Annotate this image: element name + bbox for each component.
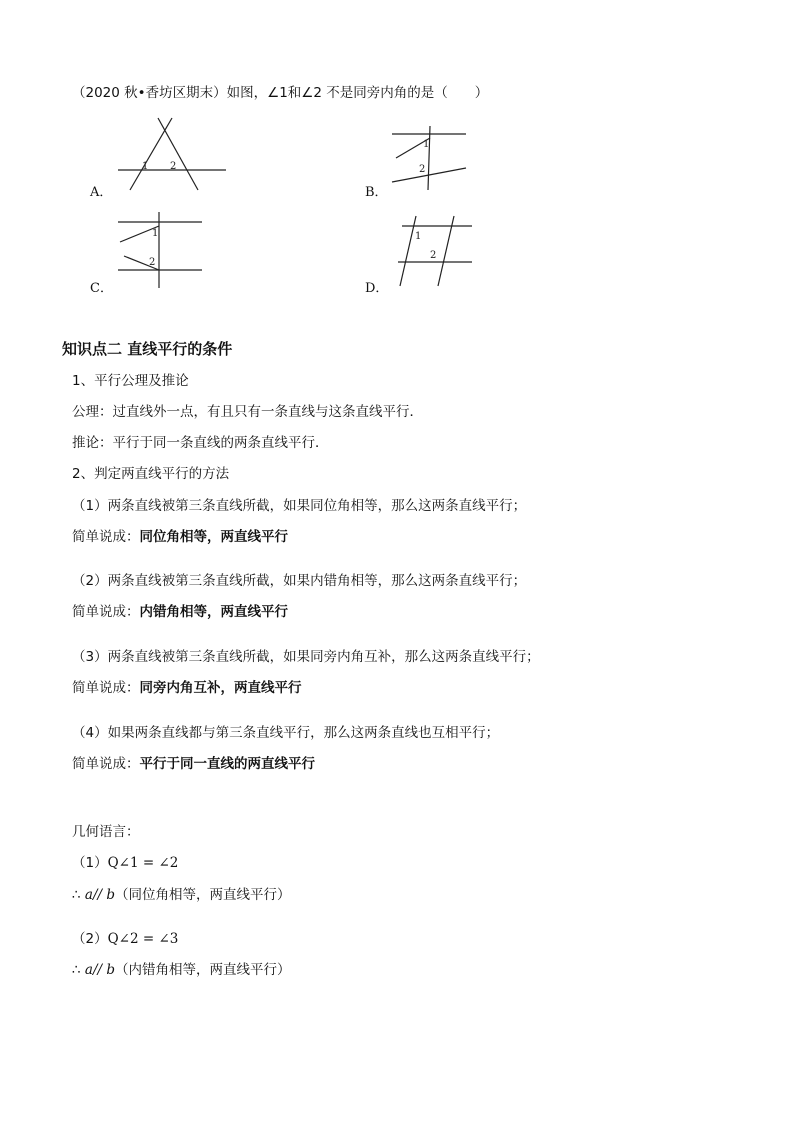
method-4-short bbox=[72, 755, 315, 773]
geometry-item-1-conclusion bbox=[72, 886, 291, 904]
option-b-label: B． bbox=[365, 185, 388, 200]
method-1-text: （1）两条直线被第三条直线所截，如果同位角相等，那么这两条直线平行； bbox=[72, 498, 527, 514]
geometry-item-2-a: a bbox=[84, 962, 93, 978]
option-a-figure bbox=[112, 116, 232, 196]
method-3-short bbox=[72, 679, 302, 697]
option-c-angle-2: 2 bbox=[149, 257, 156, 268]
section-title: 知识点二 直线平行的条件 bbox=[62, 340, 233, 358]
method-2-short bbox=[72, 603, 288, 621]
geometry-item-1-parallel: // bbox=[92, 887, 103, 903]
axiom-text: 公理：过直线外一点，有且只有一条直线与这条直线平行． bbox=[72, 404, 423, 420]
geometry-item-2-premise bbox=[72, 930, 178, 948]
method-1-short bbox=[72, 528, 288, 546]
option-b-angle-2: 2 bbox=[419, 164, 426, 175]
method-3-short-prefix: 简单说成： bbox=[72, 680, 140, 696]
geometry-item-2-premise-expr: Q∠2 = ∠3 bbox=[107, 931, 179, 947]
method-1-short-text: 同位角相等，两直线平行 bbox=[139, 529, 288, 545]
option-a-angle-2: 2 bbox=[170, 161, 177, 172]
method-1-short-prefix: 简单说成： bbox=[72, 529, 140, 545]
option-d-figure bbox=[392, 212, 482, 288]
geometry-item-1-premise bbox=[72, 854, 178, 872]
method-2-text: （2）两条直线被第三条直线所截，如果内错角相等，那么这两条直线平行； bbox=[72, 573, 527, 589]
method-4-text: （4）如果两条直线都与第三条直线平行，那么这两条直线也互相平行； bbox=[72, 725, 500, 741]
geometry-item-2-num: （2） bbox=[72, 931, 108, 947]
geometry-item-1-a: a bbox=[84, 887, 93, 903]
item2-title: 2、判定两直线平行的方法 bbox=[72, 466, 230, 482]
geometry-item-1-premise-expr: Q∠1 = ∠2 bbox=[107, 855, 179, 871]
option-d-angle-2: 2 bbox=[430, 250, 437, 261]
option-b-figure bbox=[388, 124, 478, 194]
geometry-item-2-parallel: // bbox=[92, 962, 103, 978]
geometry-item-1-num: （1） bbox=[72, 855, 108, 871]
option-c-angle-1: 1 bbox=[152, 228, 159, 239]
option-a-left-transversal bbox=[130, 118, 172, 190]
geometry-item-1-therefore: ∴ bbox=[72, 887, 81, 903]
option-c-label: C． bbox=[90, 281, 113, 296]
geometry-item-2-reason: （内错角相等，两直线平行） bbox=[115, 962, 291, 978]
item1-title: 1、平行公理及推论 bbox=[72, 373, 189, 389]
option-a-right-transversal bbox=[158, 118, 198, 190]
option-c-figure bbox=[112, 210, 207, 290]
corollary-text: 推论：平行于同一条直线的两条直线平行． bbox=[72, 435, 329, 451]
geometry-title: 几何语言： bbox=[72, 824, 140, 840]
question-text: （2020 秋•香坊区期末）如图，∠1和∠2 不是同旁内角的是（ ） bbox=[72, 85, 489, 101]
method-4-short-text: 平行于同一直线的两直线平行 bbox=[139, 756, 315, 772]
option-b-angle-1: 1 bbox=[423, 139, 430, 150]
method-4-short-prefix: 简单说成： bbox=[72, 756, 140, 772]
method-3-text: （3）两条直线被第三条直线所截，如果同旁内角互补，那么这两条直线平行； bbox=[72, 649, 540, 665]
geometry-item-2-therefore: ∴ bbox=[72, 962, 81, 978]
option-a-angle-1: 1 bbox=[142, 161, 149, 172]
option-d-angle-1: 1 bbox=[415, 231, 422, 242]
geometry-item-1-reason: （同位角相等，两直线平行） bbox=[115, 887, 291, 903]
geometry-item-2-b: b bbox=[106, 962, 116, 978]
option-a-label: A． bbox=[90, 185, 113, 200]
method-3-short-text: 同旁内角互补，两直线平行 bbox=[139, 680, 302, 696]
method-2-short-text: 内错角相等，两直线平行 bbox=[139, 604, 288, 620]
geometry-item-1-b: b bbox=[106, 887, 116, 903]
option-b-transversal bbox=[428, 126, 430, 190]
option-d-label: D． bbox=[365, 281, 389, 296]
method-2-short-prefix: 简单说成： bbox=[72, 604, 140, 620]
geometry-item-2-conclusion bbox=[72, 961, 291, 979]
